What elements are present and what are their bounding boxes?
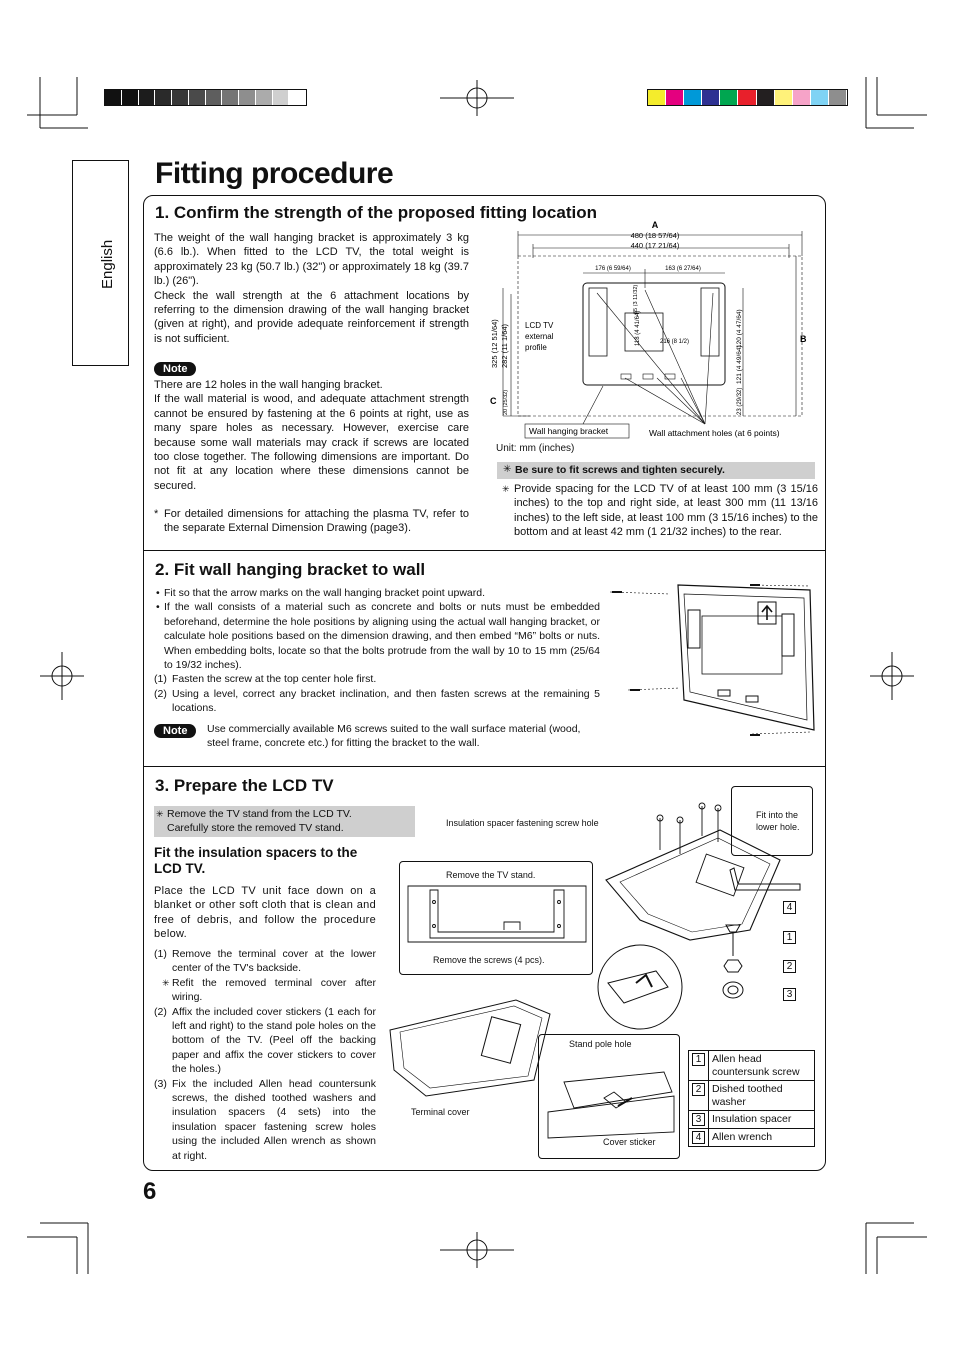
grey-swatch xyxy=(206,90,223,105)
color-swatch xyxy=(738,90,756,105)
part-number-1: 1 xyxy=(783,931,796,944)
footnote-text: For detailed dimensions for attaching the plasma TV, refer to the separate External Dimension Drawing (page3). xyxy=(164,508,469,535)
legend-label: Dished toothed washer xyxy=(709,1081,815,1111)
dim-176: 176 (6 59/64) xyxy=(595,266,631,272)
section2-note-text: Use commercially available M6 screws suited to the wall surface material (wood, steel frame, concrete etc.) for fitting the bracket to the wall. xyxy=(207,723,581,750)
grey-swatch xyxy=(139,90,156,105)
grey-swatch xyxy=(172,90,189,105)
lcd-profile-line2: external xyxy=(525,332,554,341)
grey-swatch xyxy=(273,90,290,105)
section2-text xyxy=(154,586,600,716)
step-3: (3) Fix the included Allen head countersunk screws, the dished toothed washers and insulation spacers (4 sets) into the insulation spacer fastening screw holes using the included Allen wrench as shown at right. xyxy=(154,1077,376,1162)
dim-216: 216 (8 1/2) xyxy=(660,339,690,345)
grey-swatch xyxy=(289,90,306,105)
wall-bracket-illustration xyxy=(610,580,818,740)
bracket-label: Wall hanging bracket xyxy=(529,426,609,436)
wood-wall-note: If the wall material is wood, and adequate attachment strength cannot be ensured by fastening at the 6 points at right, use as many spare holes as necessary. However, exercise care because some wall materials may crack if screws are located too close together. The following dimensions are important. Do not fit at any location where these dimensions cannot be secured. xyxy=(154,393,469,492)
tv-bottom-illustration xyxy=(386,990,556,1100)
cover-sticker-label: Cover sticker xyxy=(603,1137,656,1147)
step-2: (2) Affix the included cover stickers (1 each for left and right) to the stand pole holes on the bottom of the TV. (Peel off the backing paper and affix the cover stickers to cover the holes.) xyxy=(154,1005,376,1076)
note-label: Note xyxy=(154,362,196,376)
grey-swatch xyxy=(222,90,239,105)
page-title: Fitting procedure xyxy=(155,157,394,190)
grey-scale-bar xyxy=(104,89,307,106)
dim-120: 120 (4 47/64) xyxy=(736,309,743,348)
color-swatch xyxy=(757,90,775,105)
section1-note-badge xyxy=(154,359,196,377)
screw-warning-text: Be sure to fit screws and tighten securely. xyxy=(515,464,725,476)
step-1: (1) Fasten the screw at the top center hole first. xyxy=(154,673,377,686)
legend-row xyxy=(689,1081,815,1111)
color-swatch xyxy=(793,90,811,105)
section1-title: 1. Confirm the strength of the proposed fitting location xyxy=(155,203,597,222)
note-label: Note xyxy=(154,724,196,738)
color-bar xyxy=(647,89,848,106)
footnote-mark: * xyxy=(154,508,159,520)
legend-label: Allen head countersunk screw xyxy=(709,1051,815,1081)
lower-hole-callout xyxy=(731,786,813,856)
color-swatch xyxy=(702,90,720,105)
part-number-3: 3 xyxy=(783,988,796,1001)
legend-number xyxy=(689,1129,709,1147)
lcd-profile-line1: LCD TV xyxy=(525,321,554,330)
legend-label: Insulation spacer xyxy=(709,1111,815,1129)
spacing-note-text: Provide spacing for the LCD TV of at least 100 mm (3 15/16 inches) to the top and right side, at least 300 mm (11 13/16 inches) to the left side, at least 100 mm (3 15/16 inches) to the bottom and at least 42 mm (1 21/32 inches) to the rear. xyxy=(514,483,818,539)
color-swatch xyxy=(775,90,793,105)
legend-row xyxy=(689,1129,815,1147)
parts-exploded-view xyxy=(718,900,768,1020)
stand-note-line2: Carefully store the removed TV stand. xyxy=(167,822,344,834)
divider-2-3 xyxy=(144,766,825,767)
divider-1-2 xyxy=(144,550,825,551)
color-swatch xyxy=(811,90,829,105)
color-swatch xyxy=(648,90,666,105)
legend-row xyxy=(689,1051,815,1081)
bracket-dimension-diagram xyxy=(485,218,820,450)
part-number-2: 2 xyxy=(783,960,796,973)
fit-lower-line2: lower hole. xyxy=(756,822,800,832)
stand-note-line1: Remove the TV stand from the LCD TV. xyxy=(167,808,352,820)
parts-legend xyxy=(688,1050,815,1147)
detail-zoom-circle xyxy=(596,943,684,1031)
asterisk-icon: ✳ xyxy=(162,977,170,988)
legend-number-box: 1 xyxy=(692,1053,705,1066)
dim-118: 118 (4 41/64) xyxy=(635,310,641,346)
spacing-note xyxy=(502,482,818,540)
strength-paragraph: Check the wall strength at the 6 attachment locations by referring to the dimension drawing of the wall hanging bracket (given at right), and provide adequate reinforcement if strength is not sufficient. xyxy=(154,289,469,345)
legend-number xyxy=(689,1081,709,1111)
step-1: (1) Remove the terminal cover at the lower center of the TV's backside. xyxy=(154,948,376,975)
legend-number-box: 4 xyxy=(692,1131,705,1144)
embed-bolts-bullet: • If the wall consists of a material such as concrete and bolts or nuts must be embedded beforehand, determine the hole positions by aligning using the actual wall hanging bracket, or calculate hole positions based on the dimension drawing, and then embed “M6” bolts or nuts. When embedding bolts, locate so that the bolts protrude from the wall by 10 to 15 mm (25/64 to 19/32 inches). xyxy=(156,601,600,672)
section3-title: 3. Prepare the LCD TV xyxy=(155,776,334,795)
section3-subtitle: Fit the insulation spacers to the LCD TV. xyxy=(154,845,358,876)
arrow-direction-bullet: • Fit so that the arrow marks on the wall hanging bracket point upward. xyxy=(156,587,485,599)
legend-label: Allen wrench xyxy=(709,1129,815,1147)
dim-23: 23 (29/32) xyxy=(737,387,743,415)
dim-480: 480 (18 57/64) xyxy=(630,231,680,240)
unit-label: Unit: mm (inches) xyxy=(496,443,575,454)
holes-count-note: There are 12 holes in the wall hanging bracket. xyxy=(154,379,383,391)
legend-number-box: 3 xyxy=(692,1113,705,1126)
grey-swatch xyxy=(105,90,122,105)
language-side-tab xyxy=(72,160,129,366)
section1-text xyxy=(154,231,469,346)
dim-325: 325 (12 51/64) xyxy=(490,319,499,368)
stand-pole-hole-label: Stand pole hole xyxy=(569,1039,632,1049)
dim-163: 163 (6 27/64) xyxy=(665,266,701,272)
dim-85: 85 (3 11/32) xyxy=(633,284,639,314)
section3-intro: Place the LCD TV unit face down on a blanket or other soft cloth that is clean and free of debris, and follow the procedure below. xyxy=(154,885,376,941)
legend-number xyxy=(689,1111,709,1129)
section3-steps xyxy=(154,947,376,1163)
step-2: (2) Using a level, correct any bracket inclination, and then fasten screws at the remaining 5 locations. xyxy=(154,687,600,715)
holes-label: Wall attachment holes (at 6 points) xyxy=(649,428,780,438)
fit-lower-line1: Fit into the xyxy=(756,810,799,820)
remove-screws-label: Remove the screws (4 pcs). xyxy=(433,955,545,965)
dim-440: 440 (17 21/64) xyxy=(630,241,680,250)
step-1-sub: ✳ Refit the removed terminal cover after wiring. xyxy=(162,976,376,1004)
asterisk-icon: ✳ xyxy=(502,484,510,494)
section1-note-text xyxy=(154,378,469,493)
legend-row xyxy=(689,1111,815,1129)
stand-removal-note xyxy=(154,806,415,837)
dim-282: 282 (11 1/64) xyxy=(500,323,509,368)
asterisk-icon: ✳ xyxy=(503,464,512,475)
section2-note-badge xyxy=(154,721,196,739)
stand-pole-illustration xyxy=(544,1052,678,1140)
stand-illustration xyxy=(404,882,590,954)
dimension-footnote xyxy=(154,507,469,536)
weight-paragraph: The weight of the wall hanging bracket is approximately 3 kg (6.6 lb.). When fitted to the LCD TV, the total weight is approximately 23 kg (50.7 lb.) (32") or approximately 18 kg (39.7 lb.) (26"). xyxy=(154,232,469,288)
legend-number-box: 2 xyxy=(692,1083,705,1096)
language-label: English xyxy=(99,239,116,289)
spacer-hole-label: Insulation spacer fastening screw hole xyxy=(446,818,599,828)
terminal-cover-label: Terminal cover xyxy=(411,1107,470,1117)
legend-number xyxy=(689,1051,709,1081)
dim-label-c: C xyxy=(490,396,497,406)
grey-swatch xyxy=(189,90,206,105)
remove-stand-label: Remove the TV stand. xyxy=(446,870,536,880)
color-swatch xyxy=(684,90,702,105)
grey-swatch xyxy=(239,90,256,105)
grey-swatch xyxy=(122,90,139,105)
part-number-4: 4 xyxy=(783,901,796,914)
dim-20: 20 (25/32) xyxy=(503,389,509,415)
dim-121: 121 (4 49/64) xyxy=(736,345,743,384)
grey-swatch xyxy=(155,90,172,105)
dim-label-b: B xyxy=(800,334,807,344)
asterisk-icon: ✳ xyxy=(156,809,164,819)
grey-swatch xyxy=(256,90,273,105)
color-swatch xyxy=(829,90,847,105)
dim-label-a: A xyxy=(651,220,659,230)
page-number: 6 xyxy=(143,1178,157,1205)
color-swatch xyxy=(720,90,738,105)
lcd-profile-line3: profile xyxy=(525,343,547,352)
color-swatch xyxy=(666,90,684,105)
screw-warning-box xyxy=(497,462,815,479)
section2-title: 2. Fit wall hanging bracket to wall xyxy=(155,560,426,579)
